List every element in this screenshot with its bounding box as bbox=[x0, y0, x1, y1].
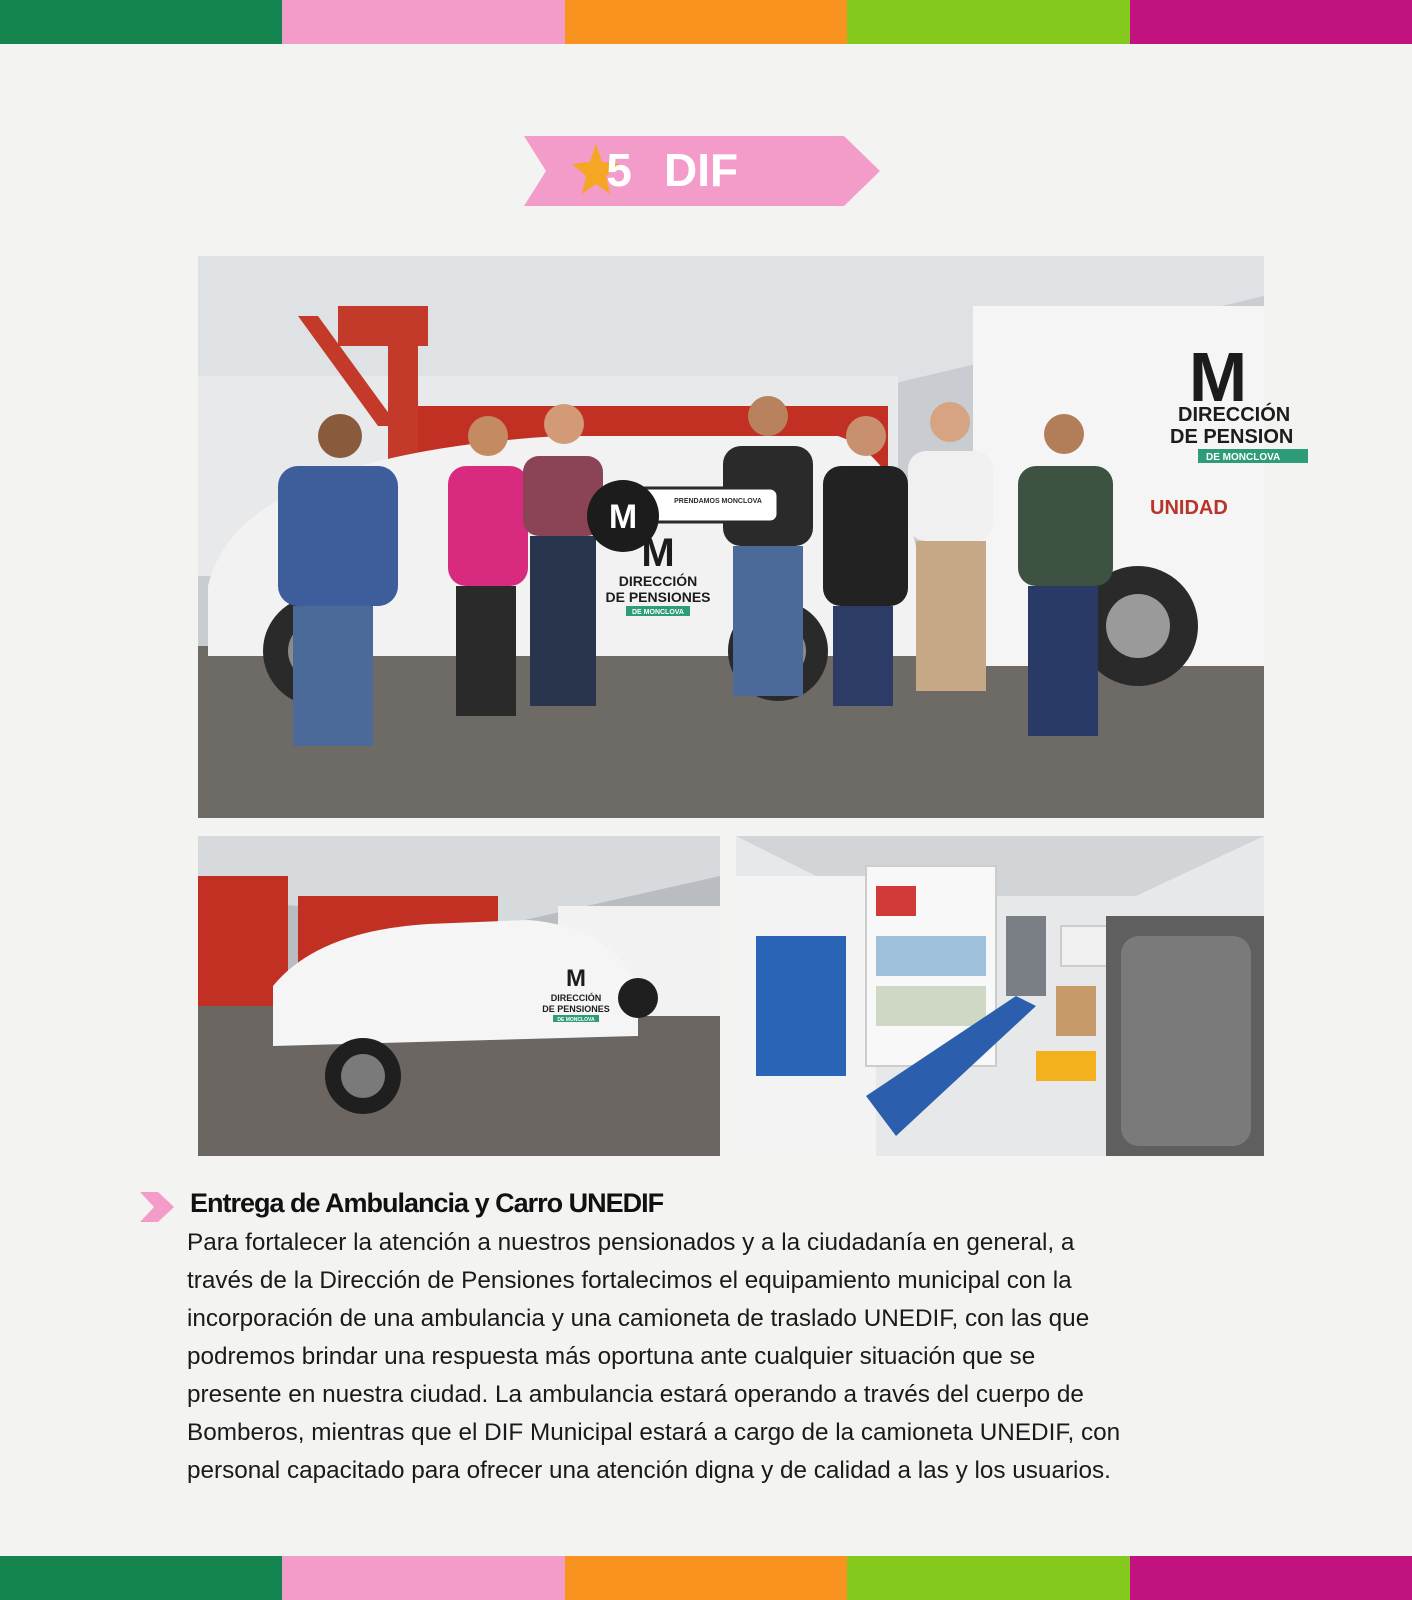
section-number: 5 bbox=[606, 144, 632, 196]
car-photo-logo-line-1: DIRECCIÓN bbox=[550, 993, 602, 1003]
article-line-1: Para fortalecer la atención a nuestros pensionados y a la ciudadanía en general, a bbox=[187, 1229, 1075, 1256]
ambulance-interior-illustration bbox=[736, 836, 1264, 1156]
stripe-segment-magenta bbox=[1130, 0, 1412, 44]
bottom-color-stripe bbox=[0, 1556, 1412, 1600]
stripe-segment-orange bbox=[565, 1556, 847, 1600]
stripe-segment-magenta bbox=[1130, 1556, 1412, 1600]
ambulance-logo-line-1: DIRECCIÓN bbox=[1178, 404, 1291, 426]
stripe-segment-green bbox=[0, 1556, 282, 1600]
stripe-segment-orange bbox=[565, 0, 847, 44]
article-line-5: presente en nuestra ciudad. La ambulancia estará operando a través del cuerpo de bbox=[187, 1381, 1084, 1408]
ambulance-logo-line-2: DE PENSION bbox=[1170, 426, 1294, 448]
car-logo-line-1: DIRECCIÓN bbox=[618, 573, 698, 589]
group-photo-illustration bbox=[198, 256, 1294, 818]
stripe-segment-lime bbox=[847, 0, 1129, 44]
article-line-3: incorporación de una ambulancia y una camioneta de traslado UNEDIF, con las que bbox=[187, 1305, 1090, 1332]
section-badge bbox=[524, 132, 888, 210]
car-photo-logo-line-2: DE PENSIONES bbox=[542, 1004, 610, 1014]
ambulance-logo-line-3: DE MONCLOVA bbox=[1206, 452, 1281, 463]
article-heading: Entrega de Ambulancia y Carro UNEDIF bbox=[190, 1188, 664, 1218]
top-color-stripe bbox=[0, 0, 1412, 44]
ambulance-interior-photo bbox=[736, 836, 1264, 1156]
ambulance-unit-text: UNIDAD bbox=[1150, 497, 1228, 519]
article-line-4: podremos brindar una respuesta más oportuna ante cualquier situación que se bbox=[187, 1343, 1036, 1370]
ambulance-logo-letter: M bbox=[1188, 338, 1248, 416]
car-photo bbox=[198, 836, 720, 1156]
key-prop-text: PRENDAMOS MONCLOVA bbox=[674, 498, 762, 505]
car-logo-letter: M bbox=[641, 531, 675, 575]
article-line-6: Bomberos, mientras que el DIF Municipal estará a cargo de la camioneta UNEDIF, con bbox=[187, 1419, 1121, 1446]
article-line-7: personal capacitado para ofrecer una atención digna y de calidad a las y los usuarios. bbox=[187, 1457, 1111, 1484]
article-line-2: través de la Dirección de Pensiones fortalecimos el equipamiento municipal con la bbox=[187, 1267, 1072, 1294]
car-logo-line-2: DE PENSIONES bbox=[605, 589, 711, 605]
article-body bbox=[187, 1224, 1120, 1490]
stripe-segment-lime bbox=[847, 1556, 1129, 1600]
section-title: DIF bbox=[664, 144, 739, 196]
car-photo-logo-line-3: DE MONCLOVA bbox=[557, 1017, 595, 1023]
stripe-segment-green bbox=[0, 0, 282, 44]
car-photo-illustration bbox=[198, 836, 720, 1156]
chevron-right-icon bbox=[140, 1190, 176, 1224]
stripe-segment-pink bbox=[282, 1556, 564, 1600]
car-logo-line-3: DE MONCLOVA bbox=[632, 609, 684, 616]
svg-text:M: M bbox=[566, 965, 586, 992]
stripe-segment-pink bbox=[282, 0, 564, 44]
group-photo bbox=[198, 256, 1294, 818]
key-logo-letter: M bbox=[608, 498, 638, 536]
